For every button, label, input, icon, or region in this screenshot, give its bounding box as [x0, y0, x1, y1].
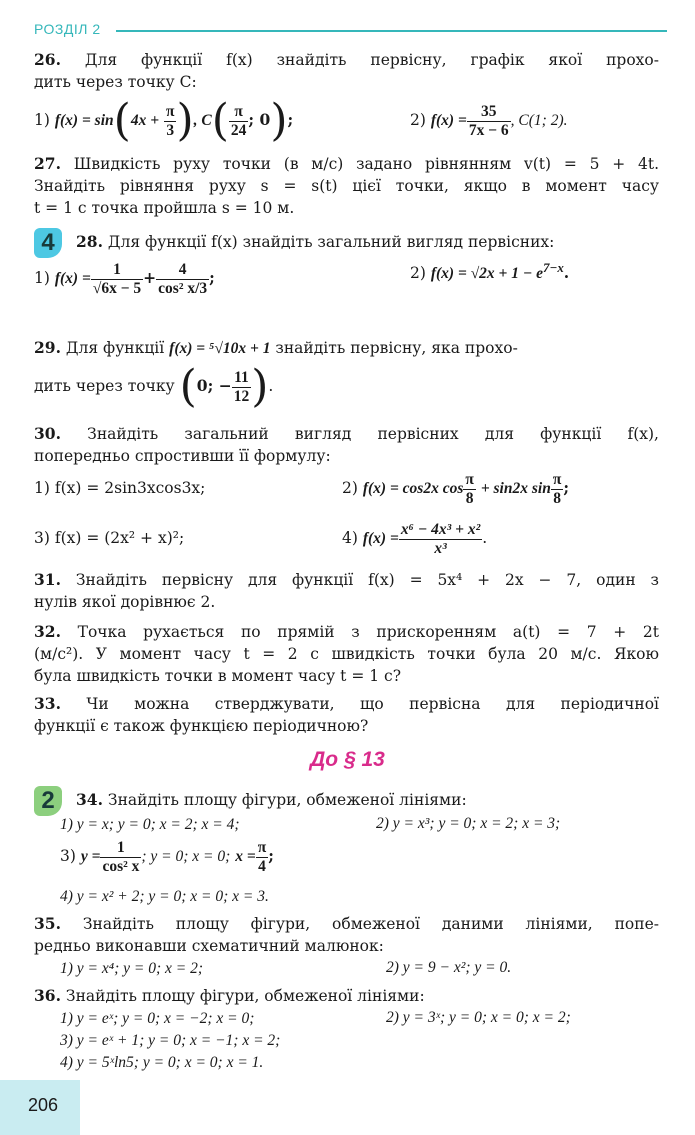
- punct: .: [268, 377, 274, 395]
- problem-number: 27.: [34, 154, 61, 173]
- item-4: [342, 516, 487, 561]
- problem-text: Швидкість руху точки (в м/с) задано рівнянням v(t) = 5 + 4t.: [73, 155, 659, 173]
- problem-number: 32.: [34, 622, 61, 641]
- denominator: cos² x/3: [158, 279, 208, 297]
- problem-number: 29.: [34, 338, 61, 357]
- numerator: 11: [234, 368, 249, 386]
- difficulty-badge: 4: [34, 228, 62, 258]
- punct: .: [563, 263, 570, 283]
- problem-26-line-2: [34, 72, 659, 92]
- problem-text: знайдіть первісну, яка прохо-: [275, 339, 518, 357]
- point-c: , C(1; 2).: [510, 112, 568, 129]
- problem-31-line-2: [34, 592, 659, 612]
- problem-text: Знайдіть площу фігури, обмеженої лініями:: [65, 987, 425, 1005]
- problem-32-line-2: [34, 644, 659, 664]
- item-1: 1) y = x; y = 0; x = 2; x = 4;: [60, 816, 240, 833]
- problem-28-items: [34, 256, 659, 301]
- problem-27-line-3: [34, 198, 659, 218]
- problem-text: Для функції f(x) знайдіть загальний вигляд первісних:: [107, 233, 555, 251]
- numerator: π: [465, 470, 474, 488]
- formula: + sin2x sin: [480, 480, 551, 497]
- denominator: 8: [463, 489, 476, 508]
- fraction-1: [91, 261, 143, 298]
- problem-34-line-1: [76, 790, 659, 810]
- formula-arg: 4x +: [130, 112, 160, 129]
- paren-open: (: [211, 95, 229, 146]
- numerator: 1: [113, 260, 121, 278]
- fraction-1-cos: [100, 839, 141, 876]
- point-y: ; 0: [248, 110, 271, 129]
- numerator: π: [257, 838, 267, 856]
- problem-36-item-4: [60, 1052, 659, 1073]
- numerator: 35: [480, 102, 497, 120]
- problem-text: функції є також функцією періодичною?: [34, 717, 369, 735]
- punct: .: [482, 529, 488, 547]
- numerator: x⁶ − 4x³ + x²: [400, 520, 481, 538]
- problem-number: 33.: [34, 694, 61, 713]
- item-1: 1) f(x) = 2sin3xcos3x;: [34, 479, 206, 497]
- problem-35-items: [60, 958, 659, 979]
- problem-34-item-3: [60, 834, 659, 879]
- denominator: 3: [164, 121, 177, 140]
- problem-29-line-1: [34, 338, 659, 359]
- numerator: π: [552, 470, 562, 488]
- denominator: 4: [256, 857, 269, 876]
- item-label: 2): [342, 479, 358, 497]
- denominator: cos² x: [102, 857, 140, 875]
- problem-number: 35.: [34, 914, 61, 933]
- problem-36-item-3: [60, 1030, 659, 1051]
- item-2: [342, 466, 569, 511]
- item-4: 4) y = x² + 2; y = 0; x = 0; x = 3.: [60, 888, 269, 905]
- problem-32-line-3: [34, 666, 659, 686]
- denominator: 7x − 6: [468, 121, 509, 139]
- problem-32-line-1: [34, 622, 659, 642]
- fraction-pi-8: [551, 471, 564, 508]
- numerator: π: [165, 102, 175, 120]
- item-2: 2) y = 3ˣ; y = 0; x = 0; x = 2;: [386, 1009, 571, 1026]
- denominator: 12: [233, 387, 250, 405]
- problem-27-line-1: [34, 154, 659, 174]
- problem-number: 28.: [76, 232, 103, 251]
- numerator: 1: [117, 838, 125, 856]
- header-rule: [116, 30, 667, 32]
- fraction-11-12: [232, 369, 252, 406]
- point-c: , C: [193, 112, 212, 129]
- problem-33-line-2: [34, 716, 659, 736]
- denominator: x³: [399, 539, 482, 558]
- fraction-pi-4: [256, 839, 269, 876]
- problem-34-items-1: [60, 814, 659, 835]
- item-4: 4) y = 5ˣln5; y = 0; x = 0; x = 1.: [60, 1054, 264, 1071]
- numerator: 4: [178, 260, 187, 278]
- problem-text: Знайдіть площу фігури, обмеженої лініями:: [107, 791, 467, 809]
- problem-text: Знайдіть рівняння руху s = s(t) цієї точки, якщо в момент часу: [34, 177, 659, 195]
- problem-text: Знайдіть загальний вигляд первісних для функції f(x),: [87, 425, 659, 443]
- exponent: 7−x: [543, 260, 564, 275]
- fraction-pi-24: [229, 103, 249, 140]
- problem-text: дить через точку C:: [34, 73, 197, 91]
- problem-30-items-1: [34, 466, 659, 510]
- problem-36-items-1: [60, 1008, 659, 1029]
- punct: ;: [563, 478, 570, 497]
- problem-number: 36.: [34, 986, 61, 1005]
- formula-y: y =: [80, 848, 101, 865]
- problem-36-line-1: [34, 986, 659, 1006]
- numerator: π: [234, 102, 243, 120]
- conditions: ; y = 0; x = 0;: [141, 848, 231, 865]
- problem-30-items-2: [34, 516, 659, 560]
- denominator: √6x − 5: [92, 279, 142, 297]
- item-3: 3) y = eˣ + 1; y = 0; x = −1; x = 2;: [60, 1032, 281, 1049]
- problem-30-line-2: [34, 446, 659, 466]
- problem-29-line-2: [34, 361, 659, 412]
- item-2: [410, 98, 567, 143]
- item-2: 2) y = 9 − x²; y = 0.: [386, 959, 512, 976]
- item-2: [410, 246, 569, 296]
- paren-open: (: [113, 95, 131, 146]
- punct: ;: [268, 846, 274, 865]
- problem-number: 30.: [34, 424, 61, 443]
- item-2: 2) y = x³; y = 0; x = 2; x = 3;: [376, 815, 561, 832]
- problem-28-line-1: [76, 232, 659, 252]
- operator: +: [143, 268, 157, 287]
- item-label: 2): [410, 111, 426, 129]
- problem-text: Для функції f(x) знайдіть первісну, графік якої прохо-: [84, 51, 659, 69]
- difficulty-badge: 2: [34, 786, 62, 816]
- problem-text: Знайдіть площу фігури, обмеженої даними лініями, попе-: [82, 915, 659, 933]
- problem-35-line-1: [34, 914, 659, 934]
- item-3: 3) f(x) = (2x² + x)²;: [34, 529, 185, 547]
- item-label: 1): [34, 269, 50, 287]
- problem-text: була швидкість точки в момент часу t = 1 с?: [34, 667, 402, 685]
- problem-text: Знайдіть первісну для функції f(x) = 5x⁴ + 2x − 7, один з: [75, 571, 659, 589]
- section-label: РОЗДІЛ 2: [34, 21, 101, 37]
- problem-31-line-1: [34, 570, 659, 590]
- formula-fx: f(x) =: [54, 270, 91, 287]
- problem-text: редньо виконавши схематичний малюнок:: [34, 937, 384, 955]
- problem-26-items: [34, 95, 659, 146]
- problem-number: 34.: [76, 790, 103, 809]
- problem-33-line-1: [34, 694, 659, 714]
- fraction-poly: [399, 521, 482, 558]
- item-label: 4): [342, 529, 358, 547]
- problem-text: дить через точку: [34, 377, 175, 395]
- formula-fx: f(x) =: [430, 112, 467, 129]
- denominator: 8: [551, 489, 564, 508]
- problem-35-line-2: [34, 936, 659, 956]
- fraction-pi-8: [463, 471, 476, 508]
- problem-text: Точка рухається по прямій з прискоренням a(t) = 7 + 2t: [77, 623, 659, 641]
- problem-text: Чи можна стверджувати, що первісна для періодичної: [86, 695, 660, 713]
- formula: f(x) = √2x + 1 − e: [430, 265, 544, 283]
- item-label: 3): [60, 847, 76, 865]
- problem-number: 31.: [34, 570, 61, 589]
- problem-text: попередньо спростивши її формулу:: [34, 447, 331, 465]
- paren-open: (: [179, 361, 197, 412]
- problem-34-item-4: [60, 886, 659, 907]
- item-1: 1) y = x⁴; y = 0; x = 2;: [60, 960, 204, 977]
- punct: ;: [287, 110, 294, 129]
- formula-fx: f(x) =: [362, 530, 399, 547]
- paren-close: ): [176, 95, 194, 146]
- fraction-4: [156, 261, 209, 298]
- paren-close: ): [251, 361, 269, 412]
- fraction-pi-3: [164, 103, 177, 140]
- item-1: 1) y = eˣ; y = 0; x = −2; x = 0;: [60, 1010, 255, 1027]
- denominator: 24: [230, 121, 247, 139]
- item-label: 2): [410, 264, 426, 283]
- page-header: [34, 18, 667, 40]
- problem-27-line-2: [34, 176, 659, 196]
- problem-text: (м/с²). У момент часу t = 2 с швидкість точки була 20 м/с. Якою: [34, 645, 659, 663]
- item-label: 1): [34, 111, 50, 129]
- problem-text: Для функції: [65, 339, 165, 357]
- page-number: 206: [28, 1095, 59, 1115]
- punct: ;: [209, 268, 215, 287]
- formula-x: x =: [235, 848, 256, 865]
- problem-30-line-1: [34, 424, 659, 444]
- point-coords: 0; −: [196, 376, 232, 395]
- fraction-35: [467, 103, 511, 140]
- paren-close: ): [270, 95, 288, 146]
- problem-number: 26.: [34, 50, 61, 69]
- formula-fx: f(x) = sin: [54, 112, 114, 129]
- problem-text: нулів якої дорівнює 2.: [34, 593, 216, 611]
- formula: f(x) = ⁵√10x + 1: [169, 340, 271, 357]
- problem-26-line-1: [34, 50, 659, 70]
- section-title: До § 13: [310, 748, 385, 771]
- problem-text: t = 1 с точка пройшла s = 10 м.: [34, 199, 295, 217]
- formula: f(x) = cos2x cos: [362, 480, 464, 497]
